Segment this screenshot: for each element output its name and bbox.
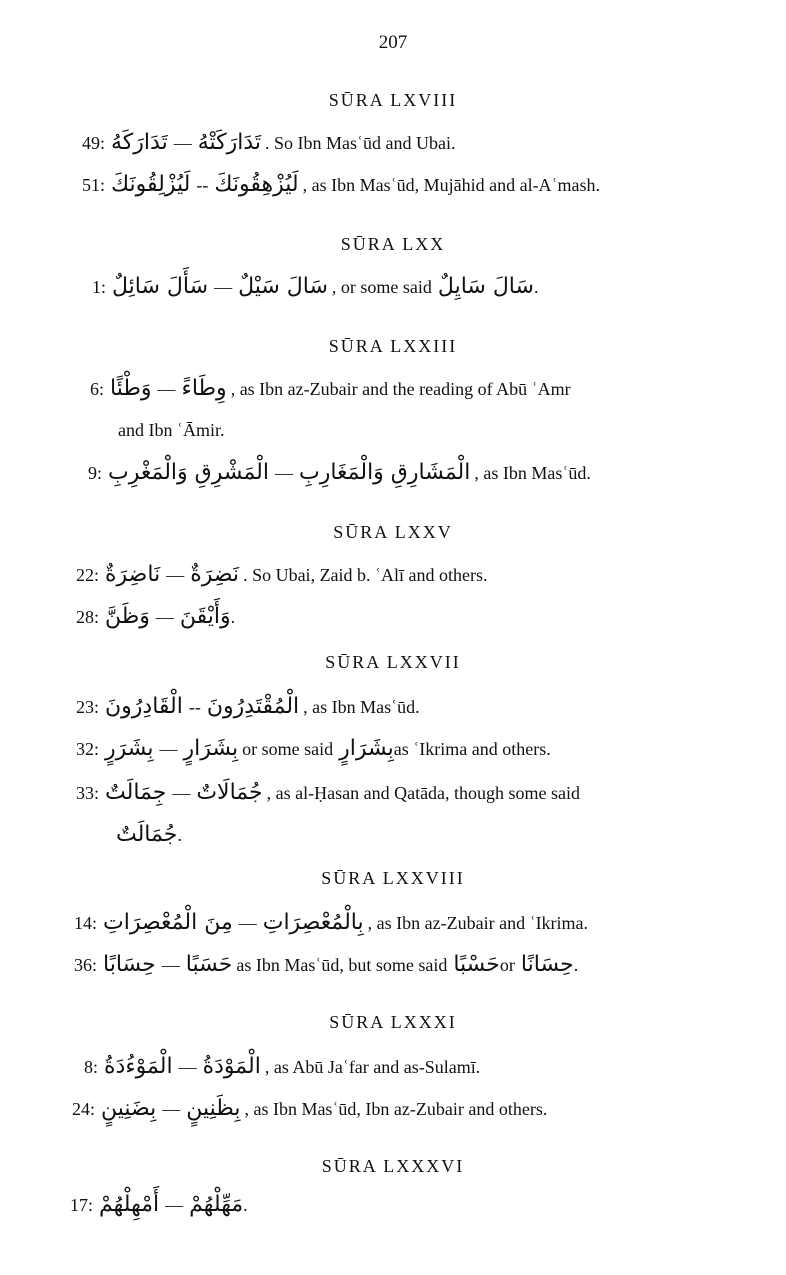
verse-entry — [76, 604, 235, 629]
dash-separator: — — [275, 463, 293, 483]
variant-note: , or some said — [331, 277, 432, 297]
arabic-variant: جُمَالَاتٌ — [196, 780, 263, 805]
variant-note: , as al-Ḥasan and Qatāda, though some said — [266, 783, 581, 803]
arabic-reading: مِنَ الْمُعْصِرَاتِ — [103, 910, 233, 935]
verse-number: 1: — [92, 277, 107, 297]
variant-note-continuation: and Ibn ʿĀmir. — [118, 420, 225, 440]
arabic-variant: سَالَ سَيْلٌ — [238, 274, 328, 299]
variant-note: . So Ubai, Zaid b. ʿAlī and others. — [243, 565, 488, 585]
variant-note-tail: as ʿIkrima and others. — [393, 739, 551, 759]
sura-heading: SŪRA LXX — [340, 234, 446, 254]
variant-note: , as Abū Jaʿfar and as-Sulamī. — [264, 1057, 481, 1077]
arabic-variant: لَيُزْهِقُونَكَ — [214, 172, 299, 197]
dash-separator: — — [238, 913, 257, 933]
verse-number: 49: — [82, 133, 106, 153]
sura-heading: SŪRA LXXVII — [325, 652, 461, 672]
verse-number: 33: — [76, 783, 100, 803]
variant-note: as Ibn Masʿūd, but some said — [236, 955, 448, 975]
arabic-reading: تَدَارَكَهُ — [111, 130, 168, 155]
arabic-reading: بِضَنِينٍ — [101, 1096, 157, 1121]
variant-note: , as Ibn Masʿūd, Ibn az-Zubair and others. — [244, 1099, 548, 1119]
arabic-reading: بِشَرَرٍ — [105, 736, 154, 761]
arabic-alt-variant: جُمَالَتٌ — [116, 822, 178, 847]
dash-separator: — — [157, 379, 176, 399]
verse-entry — [76, 780, 580, 805]
arabic-reading: نَاضِرَةٌ — [105, 562, 161, 587]
arabic-reading: أَمْهِلْهُمْ — [99, 1192, 160, 1217]
verse-entry — [74, 952, 578, 977]
verse-entry — [70, 1192, 248, 1217]
arabic-reading: الْمَشْرِقِ وَالْمَغْرِبِ — [108, 460, 269, 485]
arabic-alt-variant: حَسْبًا — [453, 952, 500, 977]
arabic-variant: الْمَشَارِقِ وَالْمَغَارِبِ — [299, 460, 471, 485]
variant-note-tail: . — [573, 955, 579, 975]
dash-separator: — — [173, 133, 192, 153]
dash-separator: — — [172, 783, 191, 803]
arabic-reading: حِسَابًا — [103, 952, 156, 977]
variant-note: . — [230, 607, 236, 627]
variant-note-continuation — [116, 822, 182, 847]
variant-note: , as Ibn Masʿūd. — [474, 463, 591, 483]
arabic-variant: الْمَوْدَةُ — [202, 1054, 261, 1079]
verse-entry — [72, 1096, 547, 1121]
verse-entry — [82, 172, 600, 197]
arabic-variant: مَهِّلْهُمْ — [189, 1192, 244, 1217]
verse-number: 14: — [74, 913, 98, 933]
verse-entry — [76, 736, 551, 761]
dash-separator: — — [166, 565, 185, 585]
sura-heading: SŪRA LXXVIII — [321, 868, 465, 888]
verse-number: 24: — [72, 1099, 96, 1119]
variant-note-tail: . — [177, 825, 182, 845]
verse-number: 36: — [74, 955, 98, 975]
sura-heading: SŪRA LXXXVI — [321, 1156, 465, 1176]
verse-number: 6: — [90, 379, 105, 399]
verse-entry — [82, 130, 456, 155]
verse-number: 8: — [84, 1057, 99, 1077]
dash-separator: — — [162, 1099, 181, 1119]
verse-entry — [88, 460, 591, 485]
arabic-variant: الْمُقْتَدِرُونَ — [206, 694, 300, 719]
dash-separator: — — [165, 1195, 184, 1215]
arabic-reading: وَظَنَّ — [105, 604, 150, 629]
verse-number: 28: — [76, 607, 100, 627]
dash-separator: -- — [188, 697, 201, 717]
arabic-variant: بِشَرَارٍ — [183, 736, 239, 761]
dash-separator: -- — [196, 175, 209, 195]
verse-entry — [92, 274, 538, 299]
arabic-alt-variant: حِسَانًا — [520, 952, 574, 977]
arabic-variant: بِظَنِينٍ — [186, 1096, 241, 1121]
verse-entry — [74, 910, 588, 935]
arabic-variant: تَدَارَكَتْهُ — [197, 130, 262, 155]
variant-note: . — [243, 1195, 248, 1215]
verse-number: 22: — [76, 565, 100, 585]
arabic-reading: سَأَلَ سَائِلٌ — [112, 274, 209, 299]
dash-separator: — — [155, 607, 174, 627]
verse-number: 32: — [76, 739, 100, 759]
verse-number: 51: — [82, 175, 106, 195]
arabic-variant: وِطَاءً — [181, 376, 227, 401]
variant-note: , as Ibn az-Zubair and the reading of Abū ʿAmr — [230, 379, 571, 399]
arabic-reading: جِمَالَتٌ — [105, 780, 167, 805]
dash-separator: — — [178, 1057, 197, 1077]
arabic-variant: حَسَبًا — [185, 952, 233, 977]
arabic-variant: بِالْمُعْصِرَاتِ — [262, 910, 364, 935]
variant-note: , as Ibn Masʿūd, Mujāhid and al-Aʿmash. — [302, 175, 601, 195]
arabic-reading: الْقَادِرُونَ — [105, 694, 183, 719]
arabic-reading: لَيُزْلِقُونَكَ — [111, 172, 191, 197]
arabic-reading: وَطْئًا — [110, 376, 152, 401]
variant-note: . So Ibn Masʿūd and Ubai. — [265, 133, 456, 153]
variant-note-mid: or — [499, 955, 515, 975]
sura-heading: SŪRA LXXIII — [328, 336, 458, 356]
dash-separator: — — [159, 739, 178, 759]
dash-separator: — — [214, 277, 233, 297]
arabic-alt-variant: بِشَرَارٍ — [339, 736, 394, 761]
verse-number: 17: — [70, 1195, 94, 1215]
sura-heading: SŪRA LXXV — [333, 522, 453, 542]
arabic-alt-variant: سَالَ سَايِلٌ — [437, 274, 534, 299]
verse-entry — [76, 562, 488, 587]
verse-entry — [76, 694, 420, 719]
arabic-variant: نَضِرَةٌ — [190, 562, 240, 587]
arabic-reading: الْمَوْءُدَةُ — [104, 1054, 173, 1079]
verse-entry — [84, 1054, 480, 1079]
verse-number: 23: — [76, 697, 100, 717]
variant-note: , as Ibn Masʿūd. — [303, 697, 420, 717]
variant-note: , as Ibn az-Zubair and ʿIkrima. — [367, 913, 589, 933]
arabic-variant: وَأَيْقَنَ — [179, 604, 231, 629]
variant-note-tail: . — [533, 277, 539, 297]
verse-number: 9: — [88, 463, 103, 483]
page-number: 207 — [378, 32, 408, 53]
sura-heading: SŪRA LXVIII — [328, 90, 458, 110]
variant-note: or some said — [242, 739, 334, 759]
dash-separator: — — [161, 955, 180, 975]
verse-entry — [90, 376, 571, 401]
sura-heading: SŪRA LXXXI — [329, 1012, 457, 1032]
